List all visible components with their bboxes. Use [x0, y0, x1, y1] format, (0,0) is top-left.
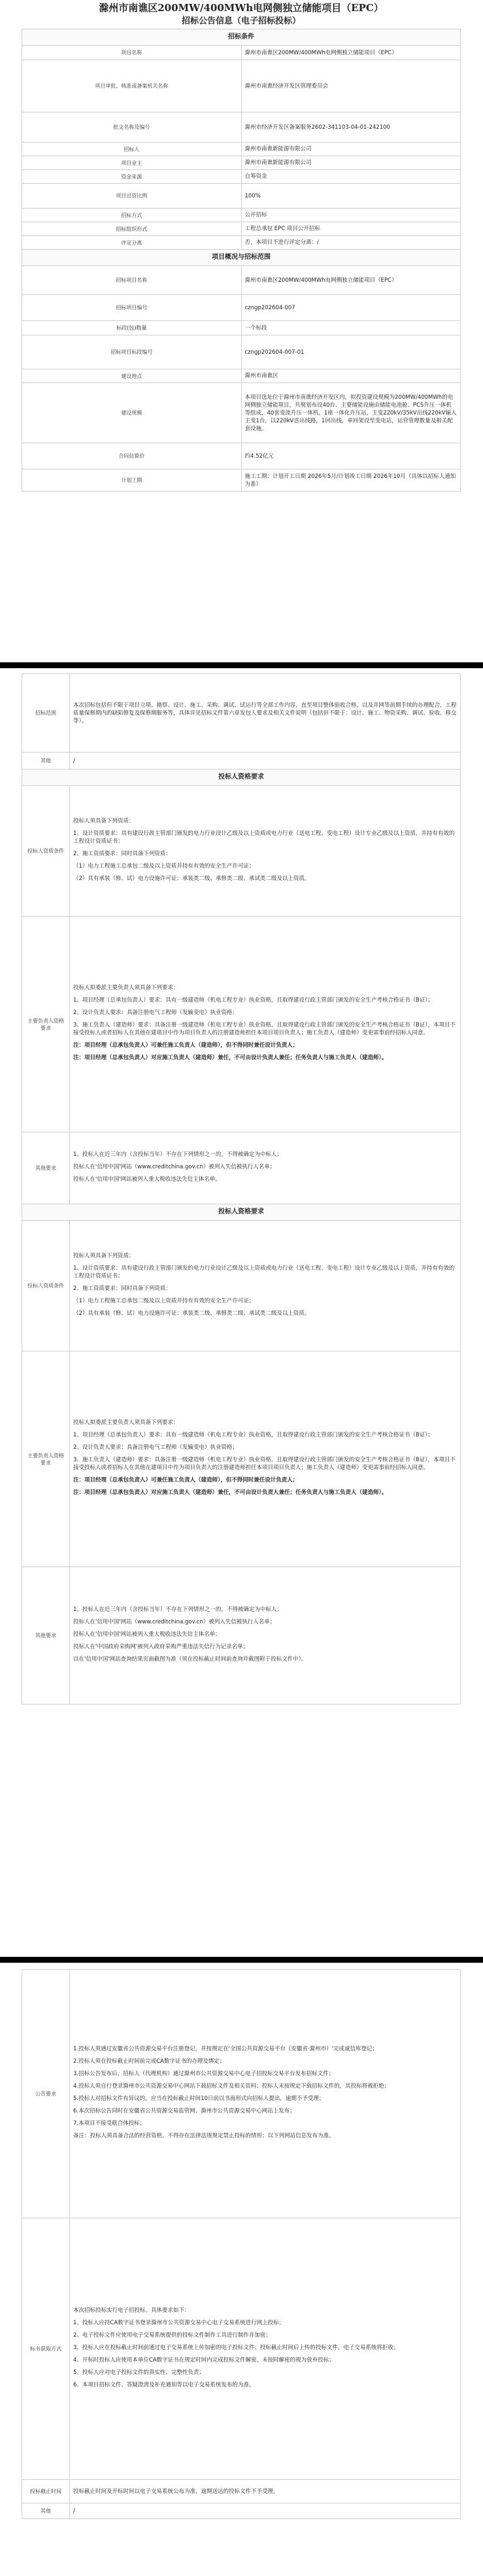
page-3 [22, 1969, 461, 2519]
field-label: 主要负责人资格要求 [22, 917, 70, 1132]
field-value: 滁州市经济开发区备案服务2602-341103-04-01-242100 [241, 112, 461, 143]
paragraph-emphasis: 注：项目经理（总承包负责人）可兼任施工负责人（建造师），但不得同时兼任设计负责人； [73, 1477, 299, 1483]
paragraph: 投标人在'信用中国'网站（www.creditchina.gov.cn）被列入失信被执行人名单； [73, 1163, 276, 1170]
paragraph: 1、项目经理（总承包负责人）要求：具有一级建造师（机电工程专业）执业资格，且取得建设行政主管部门颁发的安全生产考核合格证书（B证）； [73, 1432, 433, 1438]
contract-estimate-value: 约4.52亿元 [241, 443, 461, 469]
paragraph: 1、投标人应持CA数字证书登录滁州市公共资源交易中心电子交易系统进行网上投标； [73, 2319, 285, 2326]
field-value: 工程总承包 EPC 项目公开招标 [241, 222, 461, 236]
bid-deadline-value: 投标截止时间及开标时间以电子交易系统公布为准，逾期送达的投标文件不予受理。 [70, 2480, 461, 2503]
tender-conditions-table [22, 29, 461, 492]
field-label: 标书获取方式 [22, 2218, 70, 2480]
field-label: 标段(包)数量 [22, 321, 242, 335]
field-value: / [70, 753, 461, 770]
notice-requirements-text [70, 1970, 461, 2218]
field-label: 建设地点 [22, 369, 242, 383]
paragraph: 投标人在'中国政府采购网'被列入政府采购严重违法失信行为记录名单； [73, 1643, 249, 1650]
field-value: 否，本项目不进行评定分离：/ [241, 236, 461, 250]
paragraph: 投标人在'信用中国'网站（www.creditchina.gov.cn）被列入失信被执行人名单； [73, 1618, 276, 1625]
paragraph: 1、设计资质要求：具有建设行政主管部门颁发的电力行业设计乙级及以上资质或电力行业（送电工程、变电工程）设计专业乙级及以上资质，并持有有效的工程设计资质证书； [73, 1264, 455, 1280]
tender-scope-table [22, 673, 461, 1704]
field-label: 招标方式 [22, 209, 242, 222]
field-label: 投标人资质条件 [22, 1221, 70, 1351]
credit-requirements-text [70, 1567, 461, 1704]
paragraph: 3、施工负责人（建造师）要求：具备注册一级建造师（机电工程专业）执业资格，且取得建设行政主管部门颁发的安全生产考核合格证书（B证），本项目不接受投标人或者招标人在其他在建项目中作为项目负责人的注册建造师担任本项目项目负责人；施工负责人（建造师）变更需事前经招标人同意。 [73, 1457, 456, 1471]
page-1 [22, 0, 461, 492]
paragraph-emphasis: 注：项目经理（总承包负责人）对应施工负责人（建造师）兼任，不可由设计负责人兼任；任务负责人与施工负责人（建造师）。 [73, 1055, 388, 1061]
field-value: czngp202604-007-01 [241, 335, 461, 369]
paragraph: 投标人拟委派主要负责人须具备下列要求： [73, 985, 179, 991]
field-label: 其他要求 [22, 1567, 70, 1704]
field-label: 投标截止时间 [22, 2480, 70, 2503]
field-label: 评定分离 [22, 236, 242, 250]
field-label: 招标范围 [22, 674, 70, 753]
field-label: 公告要求 [22, 1970, 70, 2218]
paragraph-emphasis: 注：项目经理（总承包负责人）对应施工负责人（建造师）兼任，不可由设计负责人兼任；任务负责人与施工负责人（建造师）。 [73, 1489, 388, 1496]
paragraph-emphasis: 注：项目经理（总承包负责人）可兼任施工负责人（建造师），但不得同时兼任设计负责人； [73, 1042, 299, 1049]
paragraph: 2、电子投标文件应使用电子交易系统提供的投标文件制作工具进行制作并加密； [73, 2331, 271, 2339]
page-divider [0, 1957, 483, 1963]
credit-requirements-text [70, 1132, 461, 1204]
key-personnel-text [70, 1351, 461, 1567]
field-label: 资金来源 [22, 170, 242, 184]
field-value: / [70, 2503, 461, 2519]
page-divider [0, 662, 483, 668]
paragraph: 3、投标人应在投标截止时间前通过电子交易系统上传加密的电子投标文件；投标截止时间后上传的投标文件，电子交易系统将拒收； [73, 2344, 399, 2351]
paragraph: 1、投标人在近三年内（含投标当年）不存在下列情形之一的，不得被确定为中标人； [73, 1151, 282, 1158]
paragraph: （2）具有承装（修、试）电力设施许可证：承装类二级、承修类二级、承试类二级及以上资质。 [73, 875, 310, 882]
paragraph: 2.投标人须在投标截止时间前完成CA数字证书的办理及绑定； [73, 2058, 225, 2065]
paragraph: （1）电力工程施工总承包二级及以上资质并持有有效的安全生产许可证； [73, 862, 255, 870]
paragraph: 2、设计负责人要求：具备注册电气工程师（发输变电）执业资格； [73, 1009, 238, 1016]
paragraph: 投标人在'信用中国'网站被列入重大税收违法失信主体名单； [73, 1631, 221, 1638]
paragraph: 6.本次招标公告同时在安徽省公共资源交易监管网、滁州市公共资源交易中心网站上发布； [73, 2108, 295, 2114]
field-label: 其他 [22, 753, 70, 770]
field-label: 招标组织形式 [22, 222, 242, 236]
key-personnel-text [70, 917, 461, 1132]
field-label: 招标项目编号 [22, 295, 242, 321]
field-label: 计划工期 [22, 469, 242, 492]
field-label: 建设规模 [22, 383, 242, 443]
paragraph: 2、设计负责人要求：具备注册电气工程师（发输变电）执业资格； [73, 1444, 238, 1451]
paragraph: 1、设计资质要求：具有建设行政主管部门颁发的电力行业设计乙级及以上资质或电力行业（送电工程、变电工程）设计专业乙级及以上资质，并持有有效的工程设计资质证书； [73, 830, 455, 845]
paragraph: 3、施工负责人（建造师）要求：具备注册一级建造师（机电工程专业）执业资格，且取得建设行政主管部门颁发的安全生产考核合格证书（B证），本项目不接受投标人或者招标人在其他在建项目中作为项目负责人的注册建造师担任本项目项目负责人；施工负责人（建造师）变更需事前经招标人同意。 [73, 1022, 456, 1036]
page-2 [22, 673, 461, 1704]
paragraph: 5、投标人应对电子投标文件的真实性、完整性负责； [73, 2369, 205, 2376]
section-heading-conditions: 招标条件 [22, 29, 461, 46]
paragraph: 投标人在'信用中国'网站被列入重大税收违法失信主体名单。 [73, 1176, 221, 1183]
paragraph: 投标人须具备下列资质： [73, 1252, 135, 1259]
paragraph: 1.投标人须通过安徽省公共资源交易平台注册登记，并按规定在'全国公共资源交易平台（安徽省·滁州市）'完成诚信库登记； [73, 2046, 378, 2052]
paragraph: 7.本项目不接受联合体投标； [73, 2120, 146, 2127]
field-value: 滁州市南谯新能源有限公司 [241, 143, 461, 156]
field-label: 投标人资质条件 [22, 786, 70, 917]
field-value: 滁州市南谯新能源有限公司 [241, 156, 461, 170]
paragraph: 以在'信用中国'网站查询结果页面截图为准（须在投标截止时间前查询并截图附于投标文件中）。 [73, 1655, 307, 1663]
paragraph: （1）电力工程施工总承包二级及以上资质并持有有效的安全生产许可证； [73, 1297, 255, 1304]
paragraph: 1、项目经理（总承包负责人）要求：具有一级建造师（机电工程专业）执业资格，且取得建设行政主管部门颁发的安全生产考核合格证书（B证）； [73, 997, 433, 1004]
field-value: 滁州市南谯区200MW/400MWh电网侧独立储能项目（EPC） [241, 46, 461, 60]
field-value: 滁州市南谯区 [241, 369, 461, 383]
qualification-text [70, 1221, 461, 1351]
paragraph: 备注：投标人须具备合法的经营资格，不得存在法律法规规定禁止投标的情形；以下列网站信息发布为准。 [73, 2133, 335, 2139]
field-value: 一个标段 [241, 321, 461, 335]
paragraph: 投标人须具备下列资质： [73, 817, 135, 824]
field-value: 滁州市南谯区200MW/400MWh电网侧独立储能项目（EPC） [241, 266, 461, 295]
field-value: 滁州市南谯经济开发区管理委员会 [241, 60, 461, 112]
paragraph: 4、开标时投标人应使用本单位CA数字证书在规定时间内完成投标文件解密，未按时解密的视为放弃投标； [73, 2356, 335, 2364]
paragraph: 1、投标人在近三年内（含投标当年）不存在下列情形之一的，不得被确定为中标人； [73, 1606, 282, 1613]
paragraph: 3.招标公告发布后，招标人（代理机构）通过滁州市公共资源交易中心电子招投标交易平台发布招标文件； [73, 2071, 335, 2077]
tender-scope-text: 本次招标包括但不限于项目立项、勘察、设计、施工、采购、调试、试运行等全部工作内容，直至项目整体验收合格，以及并网等前期手续的办理配合，工程质量保修期内的缺陷修复及保修期服务等，具体详见招标文件第六章发包人要求及相关文件说明（包括但不限于：设计、施工、物资采购、调试、验收、移交等）。 [70, 674, 461, 753]
page-subtitle: 招标公告信息（电子招标投标） [181, 16, 301, 26]
bid-method-text [70, 2218, 461, 2480]
section-heading-bidder-req: 投标人资格要求 [22, 770, 461, 786]
field-label: 主要负责人资格要求 [22, 1351, 70, 1567]
field-label: 项目出资比例 [22, 184, 242, 209]
field-label: 其他要求 [22, 1132, 70, 1204]
field-value: 公开招标 [241, 209, 461, 222]
page-title: 滁州市南谯区200MW/400MWh电网侧独立储能项目（EPC） [99, 2, 384, 14]
field-label: 项目名称 [22, 46, 242, 60]
field-label: 招标人 [22, 143, 242, 156]
field-value: czngp202604-007 [241, 295, 461, 321]
paragraph: 2、施工资质要求：同时具备下列资质： [73, 1285, 171, 1292]
field-label: 项目业主 [22, 156, 242, 170]
field-label: 其他 [22, 2503, 70, 2519]
field-label: 招标项目标段编号 [22, 335, 242, 369]
section-heading-bidder-req: 投标人资格要求 [22, 1204, 461, 1221]
paragraph: 6、本项目招标文件、答疑澄清及补充通知等以电子交易系统发布的为准。 [73, 2381, 255, 2388]
field-value: 100% [241, 184, 461, 209]
bid-procedure-table [22, 1969, 461, 2519]
field-label: 项目审批、核准或备案机关名称 [22, 60, 242, 112]
paragraph: （2）具有承装（修、试）电力设施许可证：承装类二级、承修类二级、承试类二级及以上资质。 [73, 1310, 310, 1317]
paragraph: 投标人拟委派主要负责人须具备下列要求： [73, 1419, 179, 1426]
field-label: 批文名称及编号 [22, 112, 242, 143]
field-value: 自筹资金 [241, 170, 461, 184]
field-label: 合同估算价 [22, 443, 242, 469]
duration-value: 施工工期：计划开工日期 2026年5月/计划竣工日期 2026年10月（具体以招标人通知为准） [241, 469, 461, 492]
section-heading-overview: 项目概况与招标范围 [22, 250, 461, 266]
qualification-text [70, 786, 461, 917]
paragraph: 5.投标人对招标文件有异议的，应当在投标截止时间10日前以书面形式向招标人提出，逾期不予受理； [73, 2095, 325, 2102]
field-label: 招标项目名称 [22, 266, 242, 295]
construction-scale-text: 本项目选址位于滁州市南谯经济开发区内，拟投资建设规模为200MW/400MWh的电网侧独立储能项目，共规划布设40台、主要储能设施由储能电池舱、PCS升压一体机等组成，40套变流升压一体机，1座一体化升压站，主变220kV/35kV出线220kV输入主变1台，以220kV送出线路，1回出线，单回架设至变电站，运营管理数量及相关配套设施。 [241, 383, 461, 443]
paragraph: 4.投标人须自行登录滁州市公共资源交易中心网站下载招标文件及相关资料；投标人未按规定下载招标文件的，其投标将被拒绝； [73, 2083, 390, 2090]
paragraph: 2、施工资质要求：同时具备下列资质： [73, 850, 171, 857]
paragraph: 本次招标投标实行电子招投标，具体要求如下： [73, 2307, 190, 2314]
